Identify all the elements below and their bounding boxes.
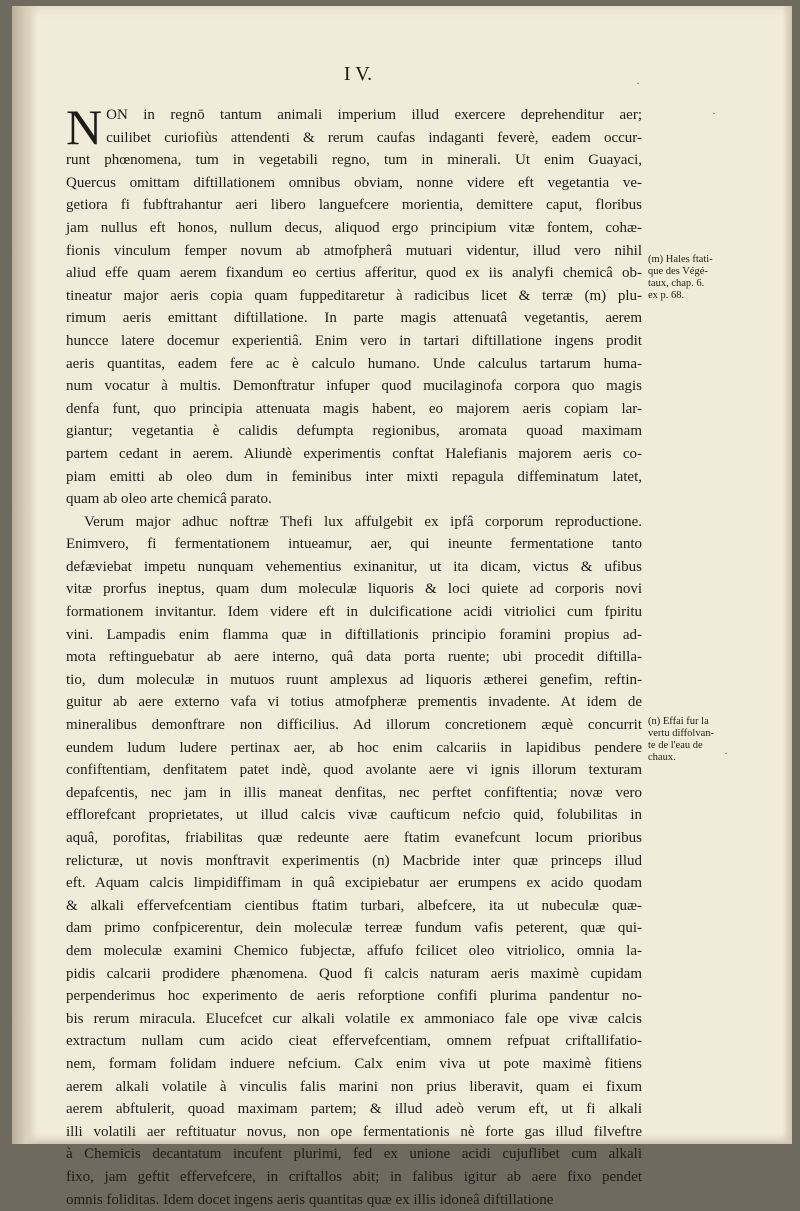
footnote-n: [648, 716, 748, 764]
page-edge: [782, 6, 792, 1144]
page-number: I V.: [318, 64, 398, 84]
main-text: [66, 104, 642, 1211]
text-line: jam nullus eft honos, nullum decus, aliquod ergo principium vitæ fontem, cohæ-: [66, 217, 642, 240]
text-line: nem, formam folidam induere nefcium. Calx enim viva ut pote maximè fitiens: [66, 1053, 642, 1076]
footnote-m: [648, 254, 748, 302]
text-line: efflorefcant proprietates, ut illud calcis vivæ caufticum nefcio quid, folubilitas in: [66, 804, 642, 827]
text-line: aeris quantitas, eadem fere ac è calculo humano. Unde calculus tartarum huma-: [66, 353, 642, 376]
text-line: mineralibus demonftrare non difficilius. Ad illorum concretionem æquè concurrit: [66, 714, 642, 737]
text-line: confiftentiam, denfitatem patet indè, quod avolante aere vi ignis illorum texturam: [66, 759, 642, 782]
text-line: illi volatili aer reftituatur novus, non ope fermentationis nè forte gas illud filveftre: [66, 1121, 642, 1144]
text-line: aerem abftulerit, quoad maximam partem; & illud adeò verum eft, ut fi alkali: [66, 1098, 642, 1121]
text-line: denfa funt, quo principia attenuata magis habent, eo majorem aeris copiam lar-: [66, 398, 642, 421]
text-line: num vocatur à multis. Demonftratur infuper quod mucilaginofa corpora quo magis: [66, 375, 642, 398]
text-line: vitæ prorfus ineptus, quam dum moleculæ liquoris & loci quiete ad corporis novi: [66, 578, 642, 601]
page-gutter: [12, 6, 38, 1144]
text-line: relicturæ, ut novis monftravit experimentis (n) Macbride inter quæ princeps illud: [66, 850, 642, 873]
text-line: eft. Aquam calcis limpidiffimam in quâ excipiebatur aer erumpens ex acido quodam: [66, 872, 642, 895]
text-line: rimum aeris emittant diftillatione. In parte magis attenuatâ vegetantis, aerem: [66, 307, 642, 330]
text-line: & alkali effervefcentiam cientibus ftatim turbari, albefcere, ita ut nubeculæ quæ-: [66, 895, 642, 918]
footnote-line: ex p. 68.: [648, 290, 748, 302]
footnote-line: taux, chap. 6.: [648, 278, 748, 290]
text-line: aquâ, porofitas, friabilitas quæ redeunte aere ftatim evanefcunt locum prioribus: [66, 827, 642, 850]
text-line: aliud effe quam aerem fixandum eo certius afferitur, quod ex iis analyfi chemicâ ob-: [66, 262, 642, 285]
text-line: dem moleculæ examini Chemico fubjectæ, affufo fcilicet oleo vitriolico, omnia la-: [66, 940, 642, 963]
text-line: huncce latere docemur experientiâ. Enim vero in tartari diftillatione ingens prodit: [66, 330, 642, 353]
margin-mark: ·: [724, 746, 728, 761]
text-line: omnis foliditas. Idem docet ingens aeris quantitas quæ ex illis idoneâ diftillatione: [66, 1189, 642, 1211]
text-line: dam primo confpicerentur, dein moleculæ terreæ fundum vafis peterent, quæ qui-: [66, 917, 642, 940]
text-line: vini. Lampadis enim flamma quæ in diftillationis principio foramini propius ad-: [66, 624, 642, 647]
text-line: runt phœnomena, tum in vegetabili regno, tum in minerali. Ut enim Guayaci,: [66, 149, 642, 172]
text-line: partem cedant in aerem. Aliundè experimentis conftat Halefianis majorem aeris co-: [66, 443, 642, 466]
margin-mark: ·: [712, 106, 716, 121]
drop-cap: N: [66, 104, 102, 148]
footnote-line: te de l'eau de: [648, 740, 748, 752]
text-line: bis rerum miracula. Elucefcet cur alkali volatile ex ammoniaco fale ope vivæ calcis: [66, 1008, 642, 1031]
text-line: cuilibet curiofiùs attendenti & rerum caufas indaganti feverè, eadem occur-: [66, 127, 642, 150]
text-line: formationem invitantur. Idem videre eft in dulcificatione acidi vitriolici cum fpiritu: [66, 601, 642, 624]
text-line: aerem alkali volatile à vinculis falis marini non prius liberavit, quam ei fixum: [66, 1076, 642, 1099]
text-line: Quercus omittam diftillationem omnibus obviam, nonne videre eft vegetantia ve-: [66, 172, 642, 195]
text-line: mota reftinguebatur ab aere interno, quâ data porta ruente; ubi procedit diftilla-: [66, 646, 642, 669]
text-line: fionis vinculum femper novum ab atmofpherâ mutuari videntur, illud vero nihil: [66, 240, 642, 263]
text-line: giantur; vegetantia è calidis defumpta regionibus, aromata quoad maximam: [66, 420, 642, 443]
margin-mark: ·: [636, 76, 640, 91]
text-line: Verum major adhuc noftræ Thefi lux affulgebit ex ipfâ corporum reproductione.: [66, 511, 642, 534]
text-line: pidis calcarii prodidere phænomena. Quod fi calcis naturam aeris maximè cupidam: [66, 963, 642, 986]
text-line: tineatur major aeris copia quam fuppeditaretur à radicibus licet & terræ (m) plu-: [66, 285, 642, 308]
text-line: eundem ludum ludere pertinax aer, ab hoc enim calcariis in lapidibus pendere: [66, 737, 642, 760]
footnote-line: vertu diffolvan-: [648, 728, 748, 740]
text-line: fixo, jam geftit effervefcere, in criftallos abit; in falibus igitur ab aere fixo pendet: [66, 1166, 642, 1189]
text-line: perpenderimus hoc experimento de aeris reforptione confifi plurima pandentur no-: [66, 985, 642, 1008]
book-page: [12, 6, 792, 1144]
text-line: defæviebat impetu nunquam vehementius exinanitur, ut ita dicam, victus & ufibus: [66, 556, 642, 579]
footnote-line: que des Végé-: [648, 266, 748, 278]
text-line: getiora fi fubftrahantur aeri libero languefcere morientia, demittere caput, floribus: [66, 194, 642, 217]
footnote-line: chaux.: [648, 752, 748, 764]
footnote-line: (n) Effai fur la: [648, 716, 748, 728]
footnote-line: (m) Hales ftati-: [648, 254, 748, 266]
text-line: Enimvero, fi fermentationem intueamur, aer, qui ineunte fermentatione tanto: [66, 533, 642, 556]
text-line: ON in regnō tantum animali imperium illud exercere deprehenditur aer;: [66, 104, 642, 127]
text-line: quam ab oleo arte chemicâ parato.: [66, 488, 642, 511]
text-line: extractum nullam cum acido cieat effervefcentiam, omnem refpuat criftallifatio-: [66, 1030, 642, 1053]
text-line: depafcentis, nec jam in illis maneat denfitas, nec perftet confiftentia; novæ vero: [66, 782, 642, 805]
text-line: guitur ab aere externo vafa vi totius atmofpheræ prementis invadente. At idem de: [66, 691, 642, 714]
text-line: à Chemicis decantatum incufent plurimi, fed ex unione acidi cujuflibet cum alkali: [66, 1143, 642, 1166]
text-line: piam emitti ab oleo dum in feminibus inter mixti repagula diffeminatum latet,: [66, 466, 642, 489]
text-line: tio, dum moleculæ in mutuos ruunt amplexus ad liquoris ætherei genefim, reftin-: [66, 669, 642, 692]
